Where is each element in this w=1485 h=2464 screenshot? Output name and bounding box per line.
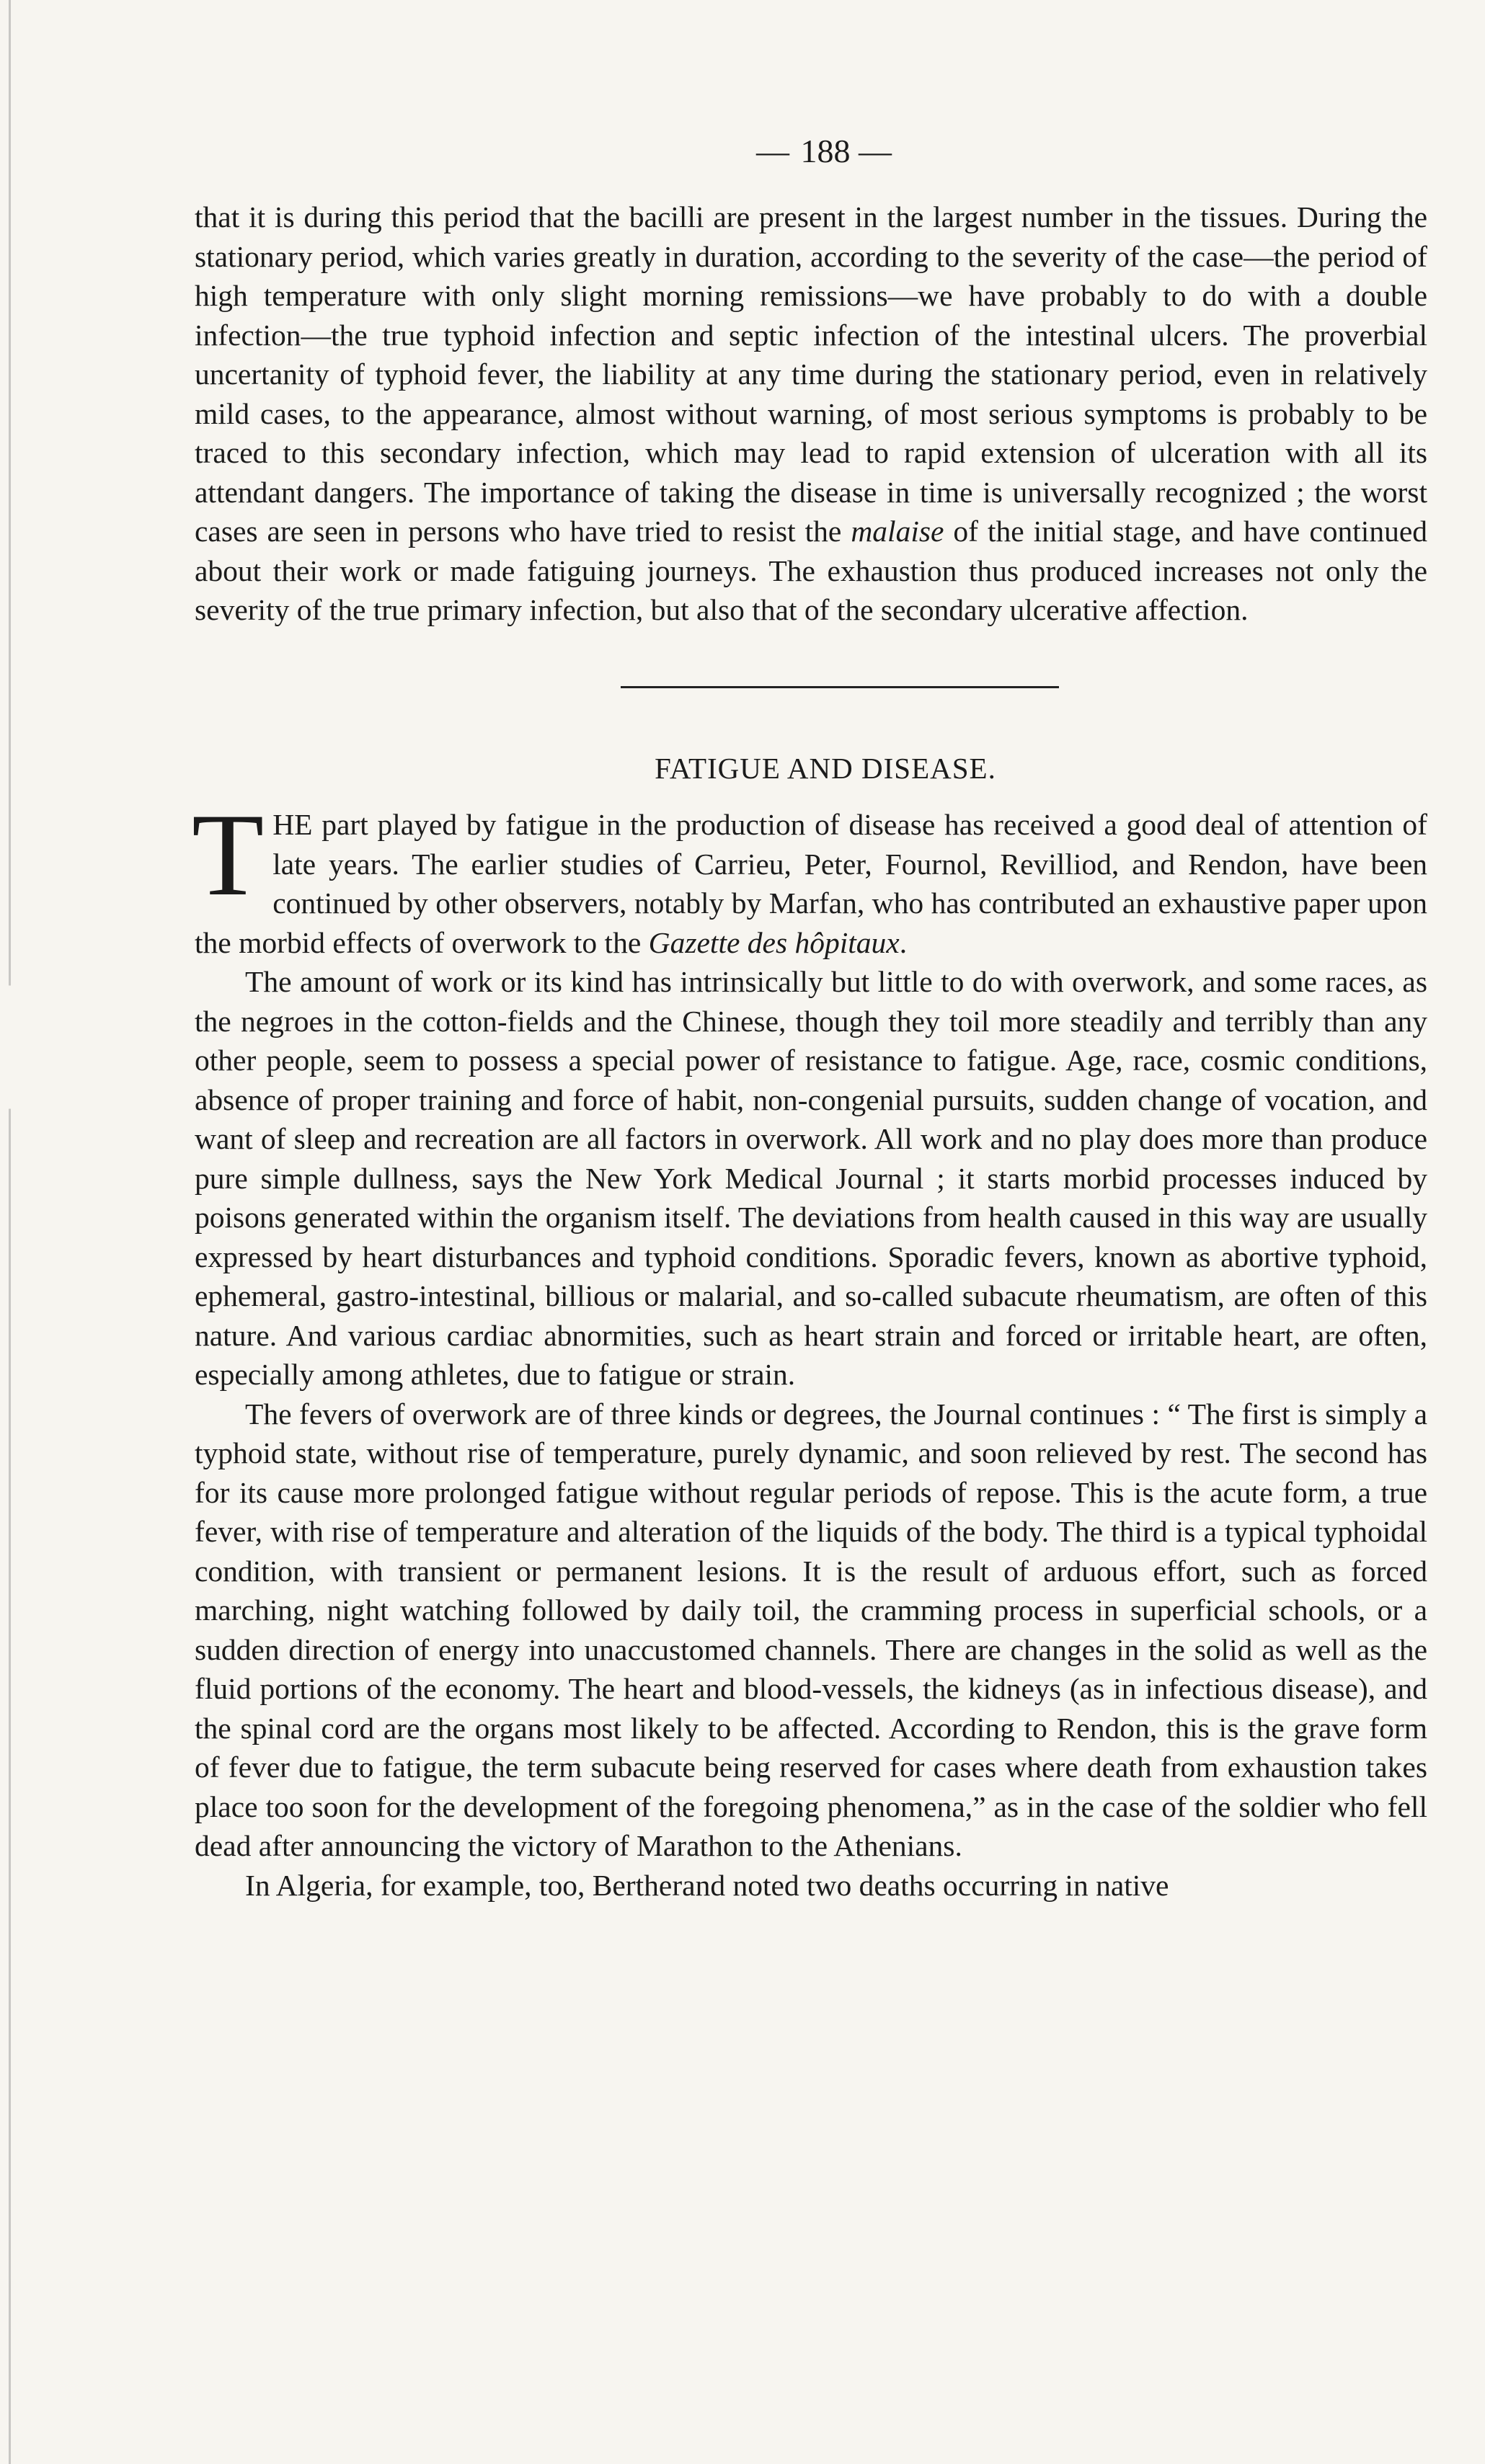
page-number-dash-right: —: [859, 133, 895, 169]
scan-edge-artifact: [9, 0, 11, 2464]
paragraph-1-lead: HE part played by fatigue in the production of disease has received a good deal of attention of late years. The earlier studies of Carrieu, Peter, Fournol, Revilliod, and Rendon, have been continued by other observers, notably by Marfan, who has contributed an exhaustive paper upon the morbid effects of overwork to the: [195, 808, 1427, 959]
page-number-header: [223, 130, 1427, 173]
section-divider: [621, 686, 1059, 688]
malaise-italic: malaise: [851, 515, 944, 548]
section-title: FATIGUE AND DISEASE.: [655, 751, 996, 785]
dropcap: T: [192, 790, 265, 920]
article-paragraph-1: [192, 790, 1427, 962]
paragraph-1-tail: .: [899, 925, 908, 959]
page-number: 188: [800, 133, 851, 169]
article-paragraph-2: The amount of work or its kind has intrinsically but little to do with overwork, and some races, as the negroes in the cotton-fields and the Chinese, though they toil more steadily and terribly than any other people, seem to possess a special power of resistance to fatigue. Age, race, cosmic conditions, absence of proper training and force of habit, non-congenial pursuits, sudden change of vocation, and want of sleep and recreation are all factors in overwork. All work and no play does more than produce pure simple dullness, says the New York Medical Journal ; it starts morbid processes induced by poisons generated within the organism itself. The deviations from health caused in this way are usually expressed by heart disturbances and typhoid conditions. Sporadic fevers, known as abortive typhoid, ephemeral, gastro-intestinal, billious or malarial, and so-called subacute rheumatism, are often of this nature. And various cardiac abnormities, such as heart strain and forced or irritable heart, are often, especially among athletes, due to fatigue or strain.: [195, 965, 1427, 1391]
journal-title-italic: Gazette des hôpitaux: [648, 925, 900, 959]
continuation-paragraph: that it is during this period that the bacilli are present in the largest number in the tissues. During the stationary period, which varies greatly in duration, according to the severity of the case—the period of high temperature with only slight morning remissions—we have probably to do with a double infection—the true typhoid infection and septic infection of the intestinal ulcers. The proverbial uncertanity of typhoid fever, the liability at any time during the stationary period, even in relatively mild cases, to the appearance, almost without warning, of most serious symptoms is probably to be traced to this secondary infection, which may lead to rapid extension of ulceration with all its attendant dangers. The importance of taking the disease in time is universally recognized ; the worst cases are seen in persons who have tried to resist the malaise of the initial stage, and have continued about their work or made fatiguing journeys. The exhaustion thus produced increases not only the severity of the true primary infection, but also that of the secondary ulcerative affection.: [195, 200, 1427, 626]
article-paragraph-3: The fevers of overwork are of three kinds or degrees, the Journal continues : “ The first is simply a typhoid state, without rise of temperature, purely dynamic, and soon relieved by rest. The second has for its cause more prolonged fatigue without regular periods of repose. This is the acute form, a true fever, with rise of temperature and alteration of the liquids of the body. The third is a typical typhoidal condition, with transient or permanent lesions. It is the result of arduous effort, such as forced marching, night watching followed by daily toil, the cramming process in superficial schools, or a sudden direction of energy into unaccustomed channels. There are changes in the solid as well as the fluid portions of the economy. The heart and blood-vessels, the kidneys (as in infectious disease), and the spinal cord are the organs most likely to be affected. According to Rendon, this is the grave form of fever due to fatigue, the term subacute being reserved for cases where death from exhaustion takes place too soon for the development of the foregoing phenomena,” as in the case of the soldier who fell dead after announcing the victory of Marathon to the Athenians.: [195, 1397, 1427, 1862]
article-paragraph-4: In Algeria, for example, too, Bertherand noted two deaths occurring in native: [245, 1868, 1169, 1902]
page-number-dash-left: —: [756, 133, 792, 169]
page-content: [192, 130, 1427, 1905]
